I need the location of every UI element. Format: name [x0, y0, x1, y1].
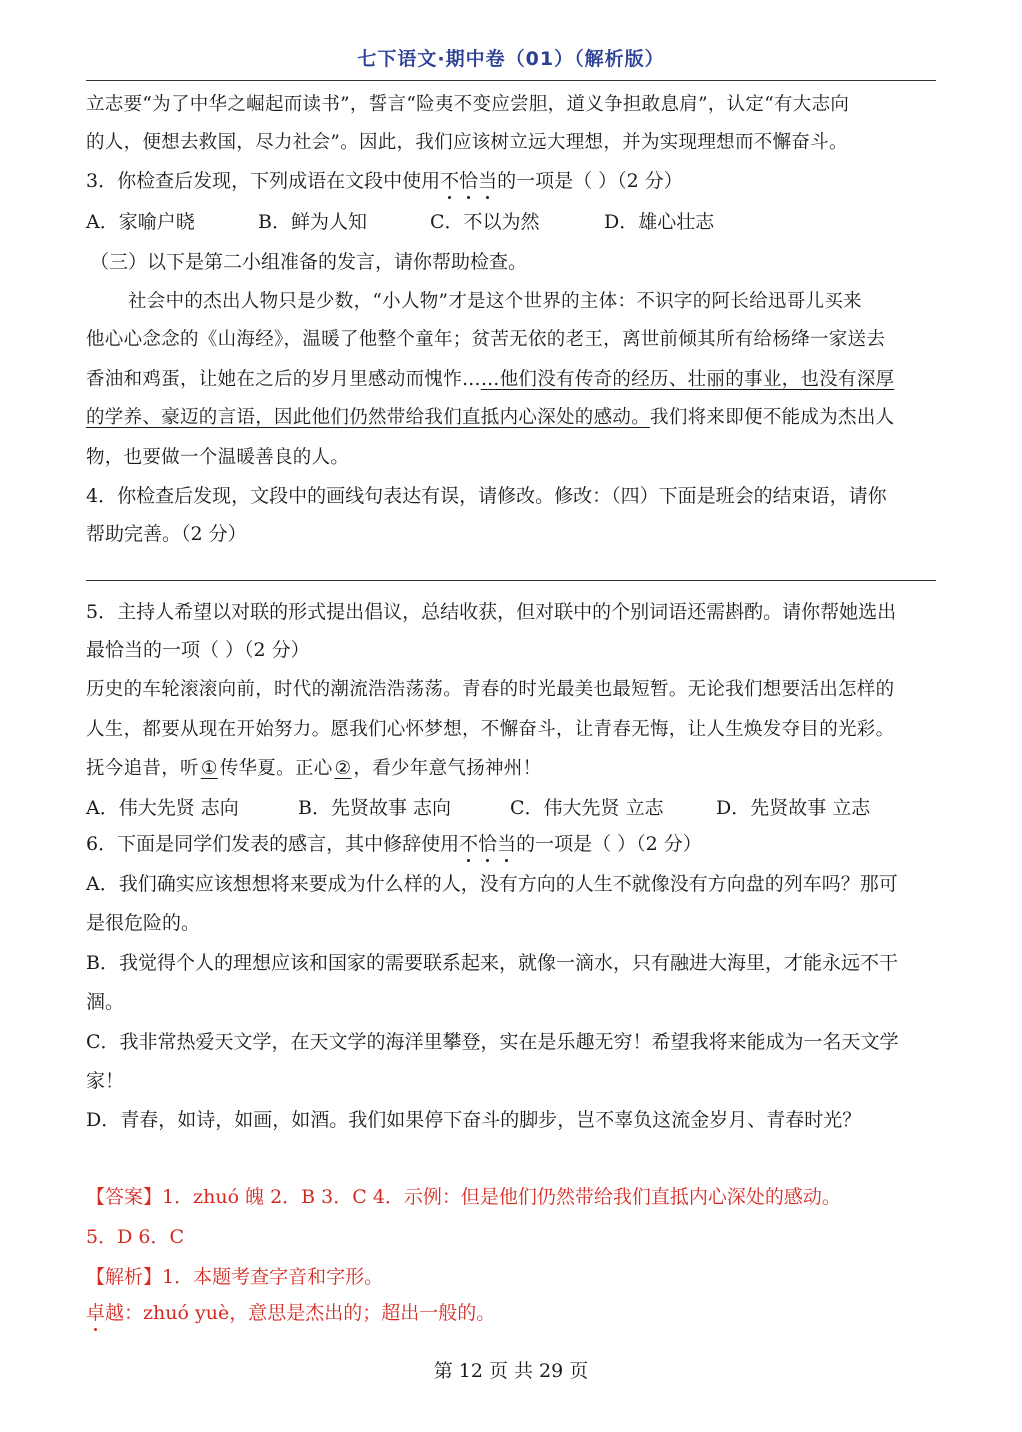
- option-b: B．先贤故事 志向: [298, 797, 452, 819]
- option-c: C．伟大先贤 立志: [510, 797, 664, 819]
- question-3-stem: 3．你检查后发现，下列成语在文段中使用不恰当的一项是（ ）（2 分）: [86, 170, 683, 192]
- passage-line: 香油和鸡蛋，让她在之后的岁月里感动而愧怍……他们没有传奇的经历、壮丽的事业，也没有深厚: [86, 369, 895, 390]
- answer-key: 【答案】1．zhuó 魄 2．B 3．C 4．示例：但是他们仍然带给我们直抵内心深处的感动。: [86, 1186, 841, 1208]
- option-b: B．鲜为人知: [258, 211, 367, 233]
- question-6-option-b: 涸。: [86, 991, 125, 1013]
- option-c: C．不以为然: [430, 211, 540, 233]
- answer-blank-line: [86, 580, 936, 581]
- answer-key: 5．D 6．C: [86, 1226, 184, 1248]
- question-3-options: [86, 210, 714, 234]
- underlined-sentence: 的学养、豪迈的言语，因此他们仍然带给我们直抵内心深处的感动。: [86, 407, 651, 428]
- header-divider: [86, 80, 936, 81]
- question-4-stem: 4．你检查后发现，文段中的画线句表达有误，请修改。修改：（四）下面是班会的结束语，请你: [86, 485, 887, 507]
- passage-line: 立志要“为了中华之崛起而读书”，誓言“险夷不变应尝胆，道义争担敢息肩”，认定“有大志向: [86, 94, 850, 115]
- passage-line: 人生，都要从现在开始努力。愿我们心怀梦想，不懈奋斗，让青春无悔，让人生焕发夺目的光彩。: [86, 719, 895, 740]
- option-d: D．先贤故事 立志: [716, 797, 871, 819]
- analysis-text: 卓越：zhuó yuè，意思是杰出的；超出一般的。: [86, 1302, 496, 1324]
- question-6-option-a: 是很危险的。: [86, 912, 201, 934]
- option-a: A．伟大先贤 志向: [86, 797, 239, 819]
- analysis-heading: 【解析】1．本题考查字音和字形。: [86, 1266, 384, 1288]
- question-6-option-c: C．我非常热爱天文学，在天文学的海洋里攀登，实在是乐趣无穷！希望我将来能成为一名天文学: [86, 1031, 899, 1053]
- question-6-option-a: A．我们确实应该想想将来要成为什么样的人，没有方向的人生不就像没有方向盘的列车吗？那可: [86, 873, 898, 895]
- passage-line: 的人，便想去救国，尽力社会”。因此，我们应该树立远大理想，并为实现理想而不懈奋斗。: [86, 132, 848, 153]
- question-5-options: [86, 796, 870, 820]
- question-6-option-d: D．青春，如诗，如画，如酒。我们如果停下奋斗的脚步，岂不辜负这流金岁月、青春时光？: [86, 1109, 862, 1131]
- passage-line: 历史的车轮滚滚向前，时代的潮流浩浩荡荡。青春的时光最美也最短暂。无论我们想要活出怎样的: [86, 679, 895, 700]
- passage-line: 他心心念念的《山海经》，温暖了他整个童年；贫苦无依的老王，离世前倾其所有给杨绛一家送去: [86, 329, 886, 350]
- passage-line: 物，也要做一个温暖善良的人。: [86, 447, 350, 468]
- question-6-option-c: 家！: [86, 1070, 125, 1092]
- option-d: D．雄心壮志: [604, 211, 715, 233]
- blank-2: ②: [334, 758, 352, 779]
- question-5-stem: 最恰当的一项（ ）（2 分）: [86, 639, 310, 661]
- section-3-heading: （三）以下是第二小组准备的发言，请你帮助检查。: [90, 251, 528, 273]
- question-4-stem: 帮助完善。（2 分）: [86, 523, 247, 545]
- passage-line: 社会中的杰出人物只是少数，“小人物”才是这个世界的主体：不识字的阿长给迅哥儿买来: [128, 291, 862, 312]
- question-6-stem: 6．下面是同学们发表的感言，其中修辞使用不恰当的一项是（ ）（2 分）: [86, 833, 702, 855]
- question-5-stem: 5．主持人希望以对联的形式提出倡议，总结收获，但对联中的个别词语还需斟酌。请你帮她选出: [86, 601, 897, 623]
- passage-line: 的学养、豪迈的言语，因此他们仍然带给我们直抵内心深处的感动。我们将来即便不能成为杰出人: [86, 407, 895, 428]
- blank-1: ①: [200, 758, 218, 779]
- option-a: A．家喻户晓: [86, 211, 195, 233]
- page-number: 第 12 页 共 29 页: [433, 1360, 589, 1382]
- question-6-option-b: B．我觉得个人的理想应该和国家的需要联系起来，就像一滴水，只有融进大海里，才能永远不干: [86, 952, 898, 974]
- couplet-line: 抚今追昔，听①传华夏。正心②，看少年意气扬神州！: [86, 758, 542, 779]
- page-header-title: 七下语文·期中卷（01）（解析版）: [357, 48, 665, 70]
- underlined-sentence: …他们没有传奇的经历、壮丽的事业，也没有深厚: [480, 369, 895, 390]
